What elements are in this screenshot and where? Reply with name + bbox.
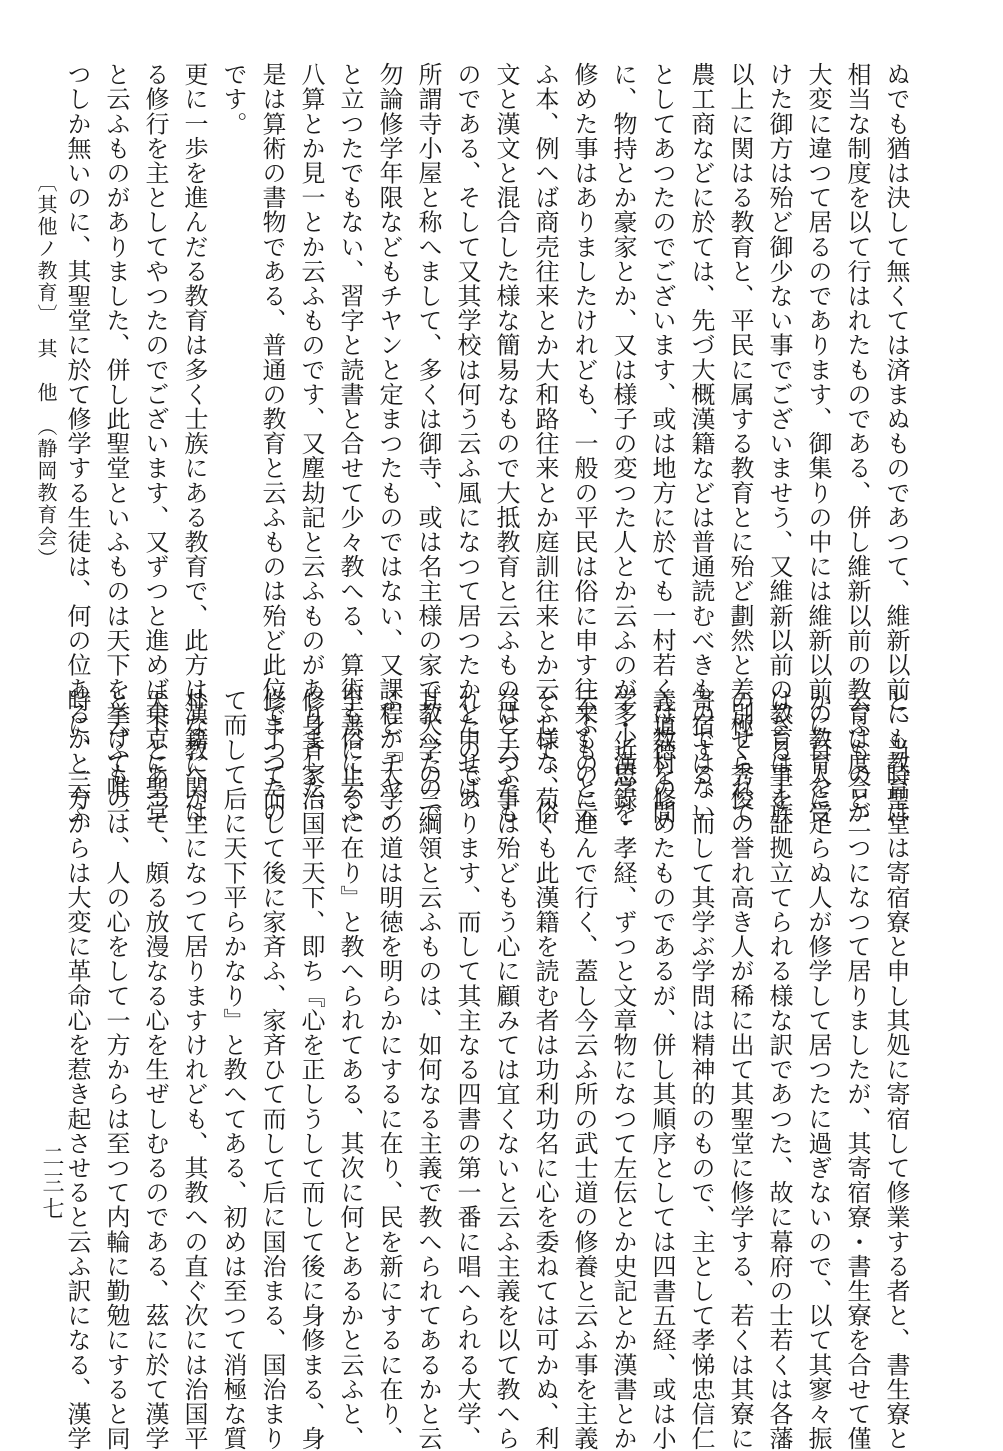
text-column: 其大学の三綱領と云ふものは、如何なる主義で教へられてあるかと云 [414,688,442,1451]
text-column: 学・近思録・孝経、ずつと文章物になつて左伝とか史記とか漢書とか [609,688,637,1451]
text-column: 義道徳を修めたものであるが、併し其順序としては四書五経、或は小 [648,688,676,1451]
text-column: 修めた事はありましたけれども、一般の平民は俗に申す往来ものと云 [570,62,598,825]
text-column: 農工商などに於ては、先づ大概漢籍などは普通読むべきものではない [687,62,715,825]
text-column: はざる事を証拠立てられる様な訳であつた、故に幕府の士若くは各藩 [765,688,793,1451]
text-column: 八算とか見一とか云ふものです、又塵劫記と云ふものがありました、 [297,62,325,825]
text-column: のである、そして又其学校は何う云ふ風になつて居つたかと申せば、 [453,62,481,825]
text-column: 寄宿する、而して其学ぶ学問は精神的のもので、主として孝悌忠信仁 [687,688,715,1451]
text-column: 時に、一方からは大変に革命心を惹き起させると云ふ訳になる、漢学 [63,688,91,1451]
text-column: として、苟くも此漢籍を読む者は功利功名に心を委ねては可かぬ、利 [531,688,559,1451]
text-column: て而して后に天下平らかなり』と教へてある、初めは至つて消極な質 [219,688,247,1451]
text-column: ぬでも猶は決して無くては済まぬものであつて、維新以前にも教育は [882,62,910,825]
text-column: 相当な制度を以て行はれたものである、併し維新以前の教育は度合が [843,62,871,825]
text-column: けた御方は殆ど御少ない事でございませう、又維新以前の教育は士族 [765,62,793,825]
text-column: 云ふものに進んで行く、蓋し今云ふ所の武士道の修養と云ふ事を主義 [570,688,598,1451]
text-column: 勿論修学年限などもチヤンと定まつたものではない、又課程がチヤン [375,62,403,825]
text-column: 天下とあつて、頗る放漫なる心を生ぜしむるのである、茲に於て漢学 [141,688,169,1451]
text-column: れたのであります、而して其主なる四書の第一番に唱へられる大学、 [453,688,481,1451]
text-column: と立つたでもない、習字と読書と合せて少々教へる、算術も俗に云ふ [336,62,364,825]
text-column: 朴な教へが主になつて居りますけれども、其教への直ぐ次には治国平 [180,688,208,1451]
text-column: 是は算術の書物である、普通の教育と云ふものは殆ど此位で了つたの [258,62,286,825]
text-column: 更に一歩を進んだる教育は多く士族にある教育で、此方は漢籍に関は [180,62,208,825]
text-column: つしか無いのに、其聖堂に於て修学する生徒は、何の位あるかと云ふ [63,62,91,825]
text-column: 修まつて而して後に家斉ふ、家斉ひて而して后に国治まる、国治まり [258,688,286,1451]
text-column: と、当時聖堂は寄宿寮と申し其処に寄宿して修業する者と、書生寮と [882,688,910,1451]
text-column: 大変に違つて居るのであります、御集りの中には維新以前の教育を受 [804,62,832,825]
upper-text-block [57,62,915,825]
running-head: 〔其他ノ教育〕 其 他 （静岡教育会） [34,172,58,570]
text-column: です。 [219,62,247,136]
text-column: 云ふものと二つになつて居りましたが、其寄宿寮・書生寮を合せて僅 [843,688,871,1451]
text-column: に、物持とか豪家とか、又は様子の変つた人とか云ふのが多少漢学を [609,62,637,825]
lower-text-block [57,688,915,1451]
text-column: の極く秀俊の誉れ高き人が稀に出て其聖堂に修学する、若くは其寮に [726,688,754,1451]
text-column: 所謂寺小屋と称へまして、多くは御寺、或は名主様の家で教へたので [414,62,442,825]
text-column: る修行を主としてやつたのでございます、又ずつと進めば東京に聖堂 [141,62,169,825]
text-column: 至善に止るに在り』と教へられてある、其次に何とあるかと云ふと、 [336,688,364,1451]
text-column: と云ふものは、人の心をして一方からは至つて内輪に勤勉にすると同 [102,688,130,1451]
text-column: 文と漢文と混合した様な簡易なもので大抵教育と云ふものは了つたも [492,62,520,825]
page-number: 二三七 [39,1145,64,1223]
text-column: 益と云ふ事は殆どもう心に顧みては宜くないと云ふ主義を以て教へら [492,688,520,1451]
text-column: ふ本、例へば商売往来とか大和路往来とか庭訓往来とか云ふ様な、俗 [531,62,559,825]
text-column: ふと『大学の道は明徳を明らかにするに在り、民を新にするに在り、 [375,688,403,1451]
text-column: と云ふものがありました、併し此聖堂といふものは天下を挙げて唯一 [102,62,130,825]
text-column: 以上に関はる教育と、平民に属する教育とに殆ど劃然と差別せられて [726,62,754,825]
text-column: かに百人に足らぬ人が修学して居つたに過ぎないので、以て其寥々振 [804,688,832,1451]
text-column: 修身斉家治国平天下、即ち『心を正しうして而して後に身修まる、身 [297,688,325,1451]
text-column: としてあつたのでございます、或は地方に於ても一村若くは数村の間 [648,62,676,825]
